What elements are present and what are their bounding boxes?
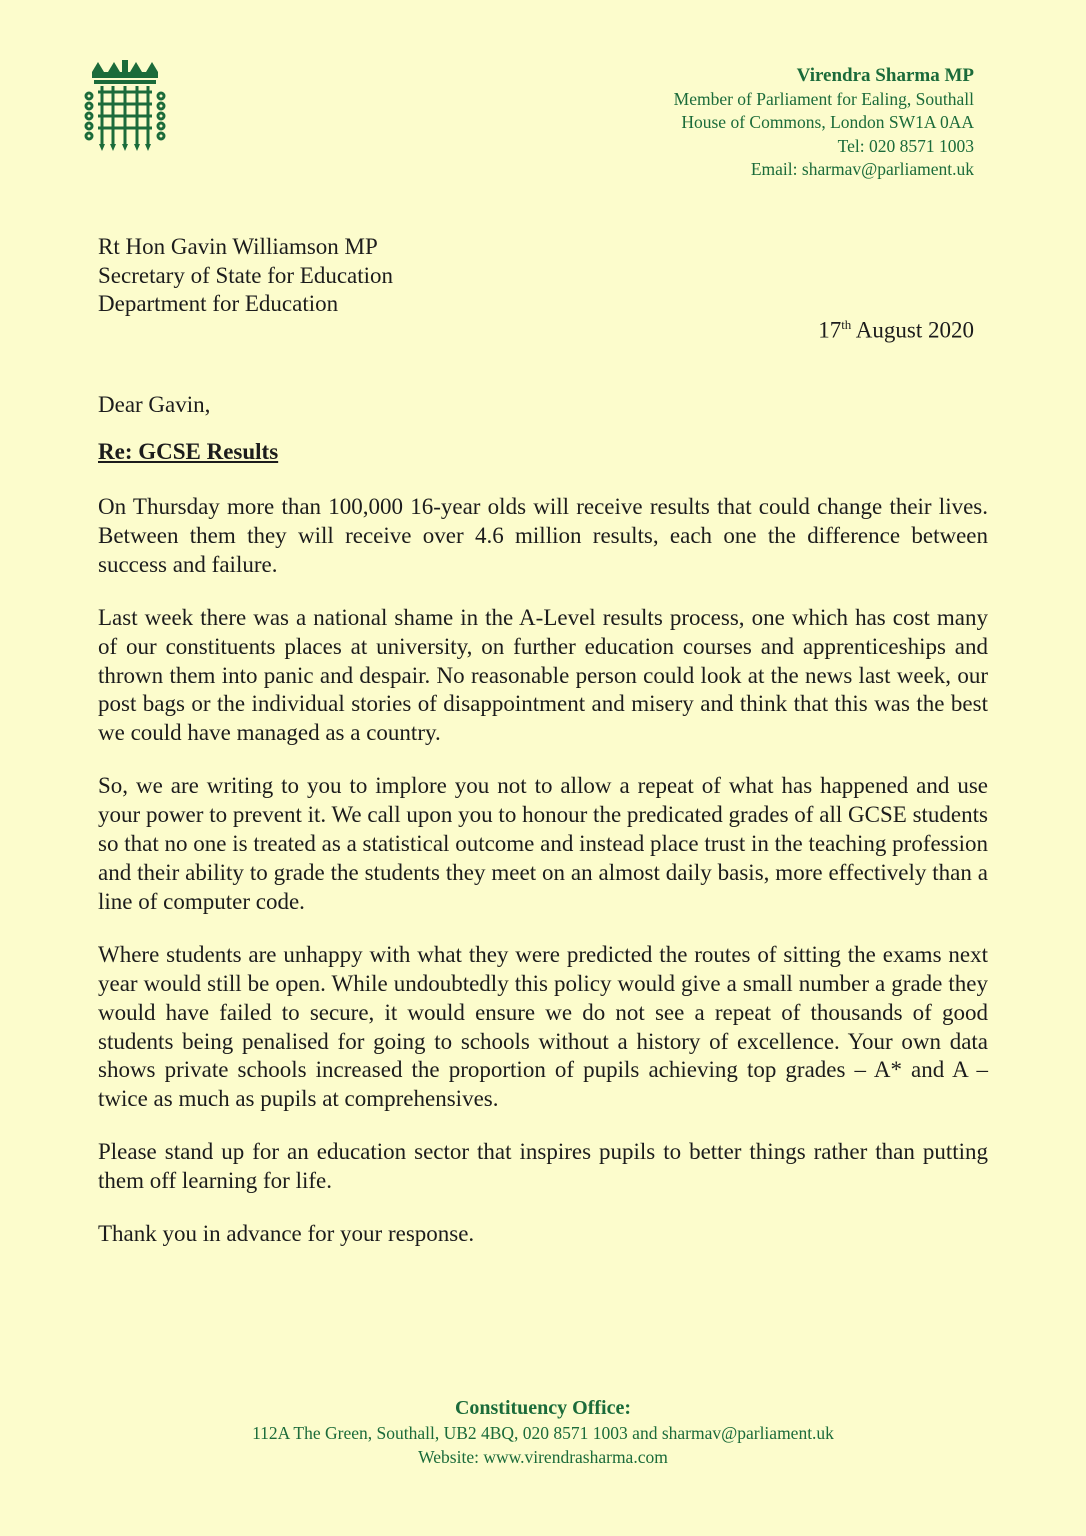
recipient-department: Department for Education <box>98 291 339 316</box>
body-paragraph: On Thursday more than 100,000 16-year olds will receive results that could change their lives. Between them they will receive over 4.6 million results, each one the difference between success and failure. <box>98 494 988 577</box>
date-month-year: August 2020 <box>851 317 974 343</box>
letter-body <box>98 493 988 1273</box>
body-paragraph: Please stand up for an education sector that inspires pupils to better things rather than putting them off learning for life. <box>98 1139 988 1194</box>
constituency-office-footer <box>0 1396 1086 1469</box>
recipient-title: Secretary of State for Education <box>98 262 394 288</box>
body-paragraph: Last week there was a national shame in the A-Level results process, one which has cost many of our constituents places at university, on further education courses and apprenticeships and thrown them into panic and despair. No reasonable person could look at the news last week, our post bags or the individual stories of disappointment and misery and think that this was the best we could have managed as a country. <box>98 604 988 746</box>
sender-role: Member of Parliament for Ealing, Southall <box>673 88 974 109</box>
body-paragraph: Where students are unhappy with what they were predicted the routes of sitting the exams next year would still be open. While undoubtedly this policy would give a small number a grade they would have failed to secure, it would ensure we do not see a repeat of thousands of good students being penalised for going to schools without a history of excellence. Your own data shows private schools increased the proportion of pupils achieving top grades – A* and A – twice as much as pupils at comprehensives. <box>98 941 988 1112</box>
body-paragraph: So, we are writing to you to implore you not to allow a repeat of what has happened and use your power to prevent it. We call upon you to honour the predicated grades of all GCSE students so that no one is treated as a statistical outcome and instead place trust in the teaching profession and their ability to grade the students they meet on an almost daily basis, more effectively than a line of computer code. <box>98 773 988 914</box>
footer-address: 112A The Green, Southall, UB2 4BQ, 020 8571 1003 and sharmav@parliament.uk <box>252 1423 834 1443</box>
sender-tel: Tel: 020 8571 1003 <box>837 135 974 156</box>
salutation: Dear Gavin, <box>98 392 211 417</box>
letter-date <box>818 317 974 344</box>
footer-title: Constituency Office: <box>454 1397 632 1419</box>
recipient-block <box>98 233 393 319</box>
subject-line: Re: GCSE Results <box>98 439 279 464</box>
date-day: 17 <box>818 317 842 343</box>
sender-address: House of Commons, London SW1A 0AA <box>681 112 974 133</box>
footer-website: Website: www.virendrasharma.com <box>418 1447 668 1467</box>
closing-line: Thank you in advance for your response. <box>98 1221 475 1247</box>
date-suffix: th <box>841 317 852 332</box>
sender-block <box>674 64 974 182</box>
sender-email: Email: sharmav@parliament.uk <box>750 159 974 180</box>
recipient-name: Rt Hon Gavin Williamson MP <box>98 234 378 259</box>
portcullis-crown-icon <box>84 60 166 152</box>
sender-name: Virendra Sharma MP <box>796 65 974 86</box>
